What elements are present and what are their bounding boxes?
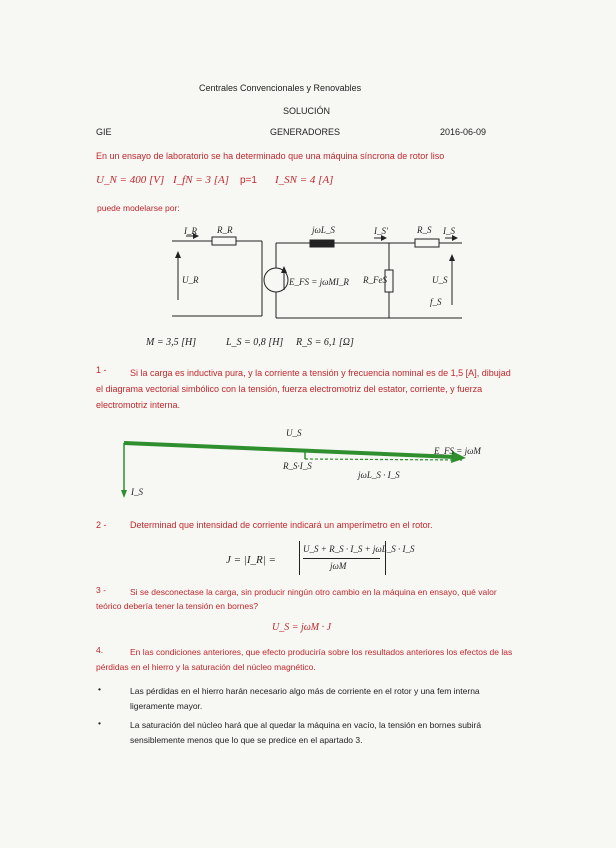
phasor-jwls-is-vector [305,459,462,460]
label-stator-resistance: R_S [417,225,432,235]
rating-poles: p=1 [240,175,257,186]
phasor-label-rs-is: R_S·I_S [283,461,312,471]
q4-bullet-1-text: Las pérdidas en el hierro harán necesario algo más de corriente en el rotor y una fem interna ligeramente mayor. [130,686,480,711]
q4-bullet-1-marker: • [98,684,101,694]
q4-bullet-2-text: La saturación del núcleo hará que al quedar la máquina en vacío, la tensión en bornes subirá sensiblemente menos que lo que se predice en el apartado 3. [130,720,482,745]
q4-text: En las condiciones anteriores, que efecto produciría sobre los resultados anteriores los efectos de las pérdidas en el hierro y la saturación del núcleo magnético. [96,647,513,672]
intro-line: En un ensayo de laboratorio se ha determinado que una máquina síncrona de rotor liso [96,151,445,161]
phasor-label-us: U_S [286,428,302,438]
q4-number: 4. [96,645,104,655]
label-terminal-voltage: U_S [432,275,448,285]
param-resistance: R_S = 6,1 [Ω] [296,337,354,348]
rating-rated-current: I_SN = 4 [A] [275,174,334,186]
q1-number: 1 - [96,365,107,375]
label-frequency: f_S [430,297,442,307]
q2-text: Determinad que intensidad de corriente indicará un amperímetro en el rotor. [130,520,433,530]
label-stator-reactance: jωL_S [312,225,335,235]
label-rotor-resistance: R_R [217,225,233,235]
phasor-us-vector [124,443,305,451]
phasor-label-jwls-is: jωL_S · I_S [358,470,400,480]
intro-line-2: puede modelarse por: [97,203,180,213]
rating-field-current: I_fN = 3 [A] [173,174,230,186]
solution-title: SOLUCIÓN [283,106,331,116]
q2-number: 2 - [96,520,107,530]
phasor-label-efs: E_FS = jωM [434,446,481,456]
q2-formula-lhs: J = |I_R| = [226,554,276,566]
label-iron-resistance: R_FeS [363,275,387,285]
course-title: Centrales Convencionales y Renovables [199,83,362,93]
date-label: 2016-06-09 [440,127,487,137]
q3-text: Si se desconectase la carga, sin producir ningún otro cambio en la máquina en ensayo, qué valor teórico debería tener la tensión en bornes? [96,587,497,611]
topic-label: GENERADORES [270,127,341,137]
label-rotor-voltage: U_R [182,275,199,285]
q4-bullet-2-marker: • [98,718,101,728]
label-rotor-current: I_R [184,226,197,236]
q1-text: Si la carga es inductiva pura, y la corriente a tensión y frecuencia nominal es de 1,5 [A], dibujad el diagrama vectorial simbólico con la tensión, fuerza electromotriz del estator, corriente, y fuerza electromotriz interna. [96,368,511,410]
q2-formula-denominator: jωM [330,561,347,571]
q2-formula-numerator: U_S + R_S · I_S + jωL_S · I_S [303,544,415,554]
rating-voltage: U_N = 400 [V] [96,174,165,186]
phasor-label-is: I_S [131,487,143,497]
label-internal-current: I_S' [374,226,388,236]
q2-formula-fraction-bar [303,558,380,559]
program-label: GIE [96,127,112,137]
label-emf: E_FS = jωMI_R [289,277,349,287]
phasor-is-arrowhead [121,490,127,498]
q3-formula: U_S = jωM · J [272,622,332,633]
label-stator-current: I_S [443,226,455,236]
param-inductance: L_S = 0,8 [H] [226,337,284,348]
param-mutual: M = 3,5 [H] [146,337,197,348]
q3-number: 3 - [96,585,106,595]
